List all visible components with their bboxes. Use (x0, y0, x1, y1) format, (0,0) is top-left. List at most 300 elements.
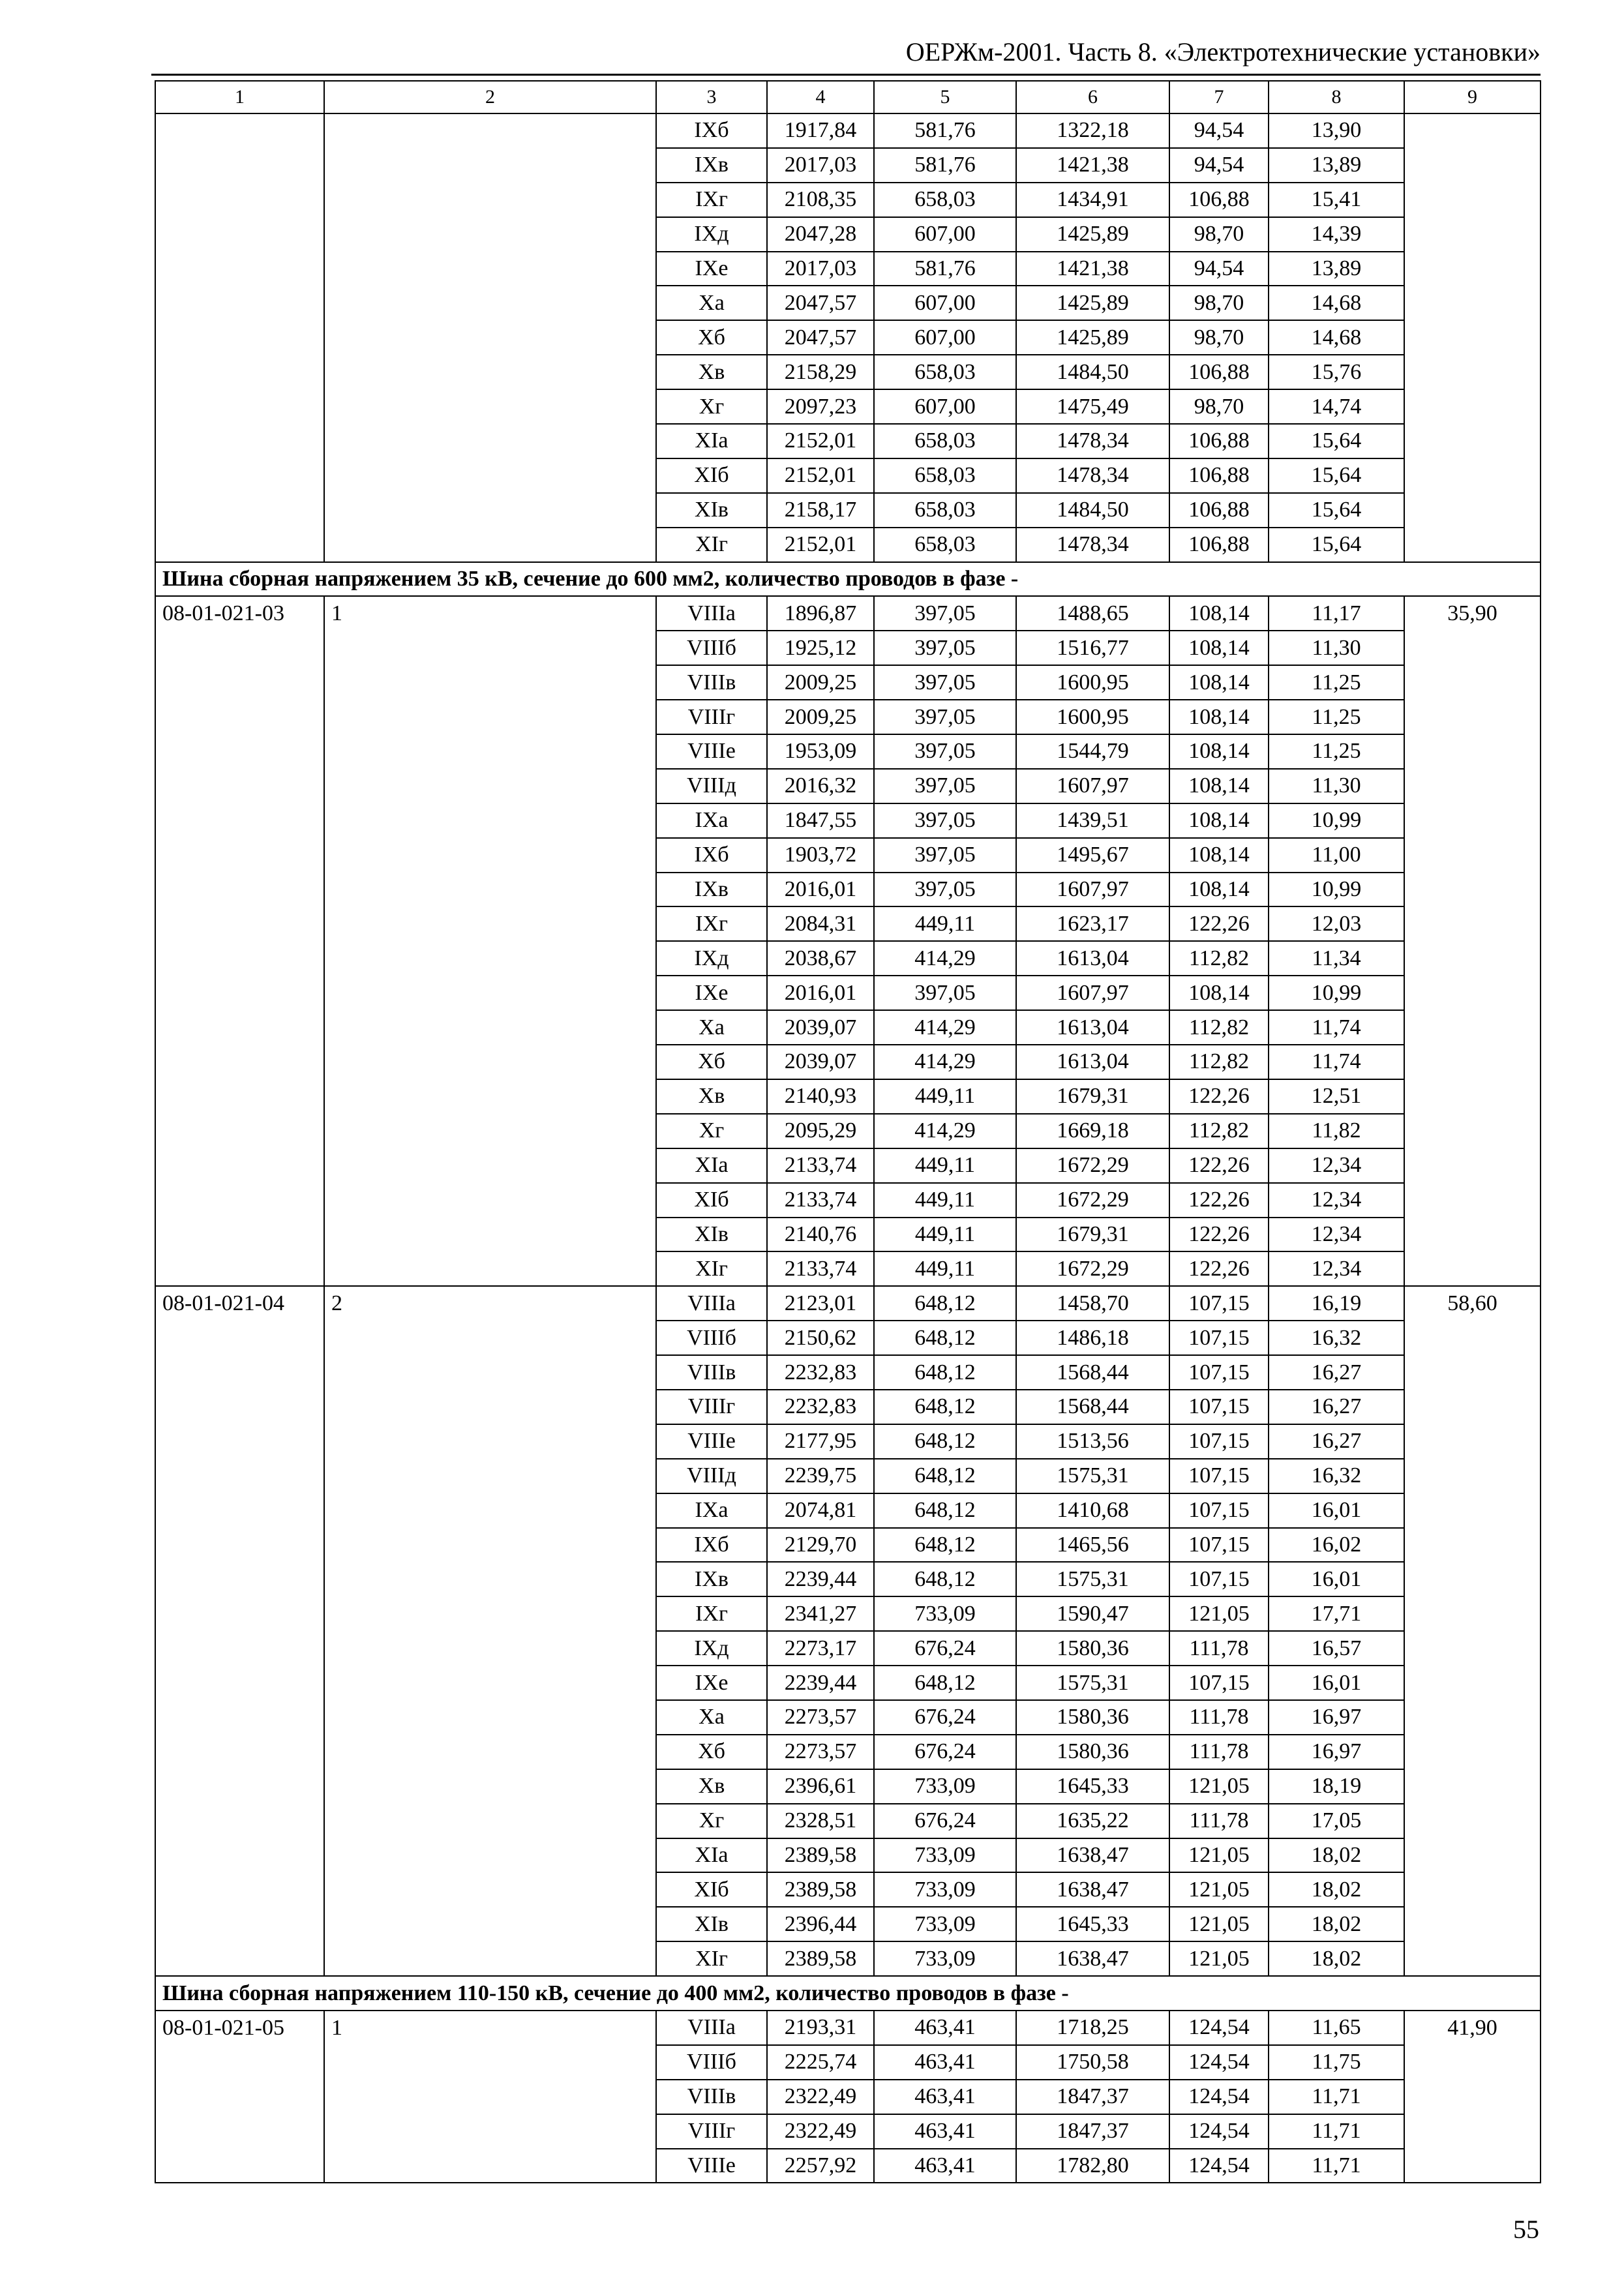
mass-cell (1404, 1596, 1541, 1631)
zone-cell: XIг (656, 1251, 767, 1286)
section-title: Шина сборная напряжением 110-150 кВ, сечение до 400 мм2, количество проводов в фазе - (155, 1976, 1541, 2011)
quantity-cell (324, 1148, 656, 1183)
value-cell: 16,27 (1269, 1355, 1404, 1390)
mass-cell (1404, 355, 1541, 389)
table-row (155, 528, 1541, 562)
rate-code-cell (155, 528, 324, 562)
zone-cell: Xв (656, 1079, 767, 1114)
rate-code-cell (155, 1562, 324, 1596)
value-cell: 658,03 (874, 528, 1016, 562)
value-cell: 108,14 (1169, 803, 1269, 838)
value-cell: 121,05 (1169, 1596, 1269, 1631)
table-row (155, 458, 1541, 493)
value-cell: 397,05 (874, 665, 1016, 700)
quantity-cell: 1 (324, 596, 656, 631)
value-cell: 15,64 (1269, 493, 1404, 528)
table-row (155, 1424, 1541, 1459)
mass-cell: 35,90 (1404, 596, 1541, 631)
value-cell: 1635,22 (1016, 1804, 1169, 1838)
value-cell: 2152,01 (767, 528, 874, 562)
value-cell: 1613,04 (1016, 941, 1169, 976)
value-cell: 1718,25 (1016, 2011, 1169, 2045)
value-cell: 2039,07 (767, 1010, 874, 1045)
value-cell: 1478,34 (1016, 458, 1169, 493)
quantity-cell (324, 2080, 656, 2114)
table-row (155, 1321, 1541, 1355)
rate-code-cell (155, 148, 324, 183)
value-cell: 16,97 (1269, 1735, 1404, 1769)
value-cell: 1607,97 (1016, 873, 1169, 907)
table-row (155, 1838, 1541, 1873)
value-cell: 11,71 (1269, 2149, 1404, 2183)
value-cell: 1425,89 (1016, 286, 1169, 320)
value-cell: 124,54 (1169, 2080, 1269, 2114)
zone-cell: XIв (656, 1907, 767, 1941)
quantity-cell (324, 1941, 656, 1976)
value-cell: 107,15 (1169, 1286, 1269, 1321)
rate-code-cell (155, 1148, 324, 1183)
value-cell: 1847,55 (767, 803, 874, 838)
zone-cell: VIIIе (656, 1424, 767, 1459)
value-cell: 2123,01 (767, 1286, 874, 1321)
value-cell: 2389,58 (767, 1872, 874, 1907)
value-cell: 2017,03 (767, 252, 874, 286)
value-cell: 10,99 (1269, 873, 1404, 907)
value-cell: 1478,34 (1016, 528, 1169, 562)
value-cell: 98,70 (1169, 389, 1269, 424)
value-cell: 2328,51 (767, 1804, 874, 1838)
value-cell: 1484,50 (1016, 493, 1169, 528)
rate-code-cell (155, 906, 324, 941)
rate-code-cell (155, 389, 324, 424)
table-row (155, 1390, 1541, 1424)
rate-code-cell (155, 2149, 324, 2183)
value-cell: 122,26 (1169, 1218, 1269, 1252)
value-cell: 1607,97 (1016, 976, 1169, 1010)
quantity-cell (324, 528, 656, 562)
value-cell: 1847,37 (1016, 2114, 1169, 2149)
column-number: 2 (324, 81, 656, 113)
rate-code-cell (155, 1735, 324, 1769)
quantity-cell (324, 1355, 656, 1390)
value-cell: 108,14 (1169, 665, 1269, 700)
value-cell: 108,14 (1169, 873, 1269, 907)
column-number: 3 (656, 81, 767, 113)
mass-cell (1404, 941, 1541, 976)
column-number: 5 (874, 81, 1016, 113)
table-row (155, 320, 1541, 355)
value-cell: 1590,47 (1016, 1596, 1169, 1631)
quantity-cell (324, 1045, 656, 1079)
table-row (155, 1218, 1541, 1252)
value-cell: 648,12 (874, 1459, 1016, 1493)
zone-cell: XIа (656, 1838, 767, 1873)
quantity-cell (324, 976, 656, 1010)
zone-cell: Xа (656, 1700, 767, 1735)
zone-cell: XIв (656, 493, 767, 528)
quantity-cell (324, 355, 656, 389)
value-cell: 1679,31 (1016, 1218, 1169, 1252)
zone-cell: Xв (656, 355, 767, 389)
value-cell: 1458,70 (1016, 1286, 1169, 1321)
quantity-cell (324, 113, 656, 148)
value-cell: 2177,95 (767, 1424, 874, 1459)
value-cell: 12,34 (1269, 1148, 1404, 1183)
value-cell: 1425,89 (1016, 320, 1169, 355)
quantity-cell (324, 320, 656, 355)
table-row (155, 1735, 1541, 1769)
quantity-cell (324, 1251, 656, 1286)
rate-code-cell (155, 252, 324, 286)
value-cell: 124,54 (1169, 2114, 1269, 2149)
zone-cell: VIIIб (656, 1321, 767, 1355)
table-row (155, 252, 1541, 286)
zone-cell: Xб (656, 1735, 767, 1769)
zone-cell: VIIIе (656, 734, 767, 769)
table-row (155, 1666, 1541, 1700)
table-row (155, 906, 1541, 941)
value-cell: 2322,49 (767, 2114, 874, 2149)
mass-cell (1404, 1941, 1541, 1976)
mass-cell (1404, 1459, 1541, 1493)
value-cell: 94,54 (1169, 252, 1269, 286)
quantity-cell (324, 906, 656, 941)
value-cell: 1425,89 (1016, 217, 1169, 252)
value-cell: 12,34 (1269, 1183, 1404, 1218)
value-cell: 2150,62 (767, 1321, 874, 1355)
value-cell: 2009,25 (767, 700, 874, 734)
zone-cell: IXв (656, 1562, 767, 1596)
value-cell: 107,15 (1169, 1666, 1269, 1700)
value-cell: 2389,58 (767, 1838, 874, 1873)
rate-code-cell (155, 1424, 324, 1459)
mass-cell: 41,90 (1404, 2011, 1541, 2045)
value-cell: 2133,74 (767, 1183, 874, 1218)
value-cell: 2074,81 (767, 1493, 874, 1528)
value-cell: 2016,32 (767, 769, 874, 803)
zone-cell: XIв (656, 1218, 767, 1252)
rate-code-cell (155, 2045, 324, 2080)
zone-cell: VIIIв (656, 665, 767, 700)
zone-cell: VIIIа (656, 596, 767, 631)
value-cell: 11,25 (1269, 665, 1404, 700)
zone-cell: IXд (656, 1631, 767, 1666)
mass-cell (1404, 217, 1541, 252)
column-number: 8 (1269, 81, 1404, 113)
mass-cell (1404, 1079, 1541, 1114)
zone-cell: VIIIг (656, 1390, 767, 1424)
rate-code-cell (155, 1907, 324, 1941)
value-cell: 607,00 (874, 217, 1016, 252)
value-cell: 14,74 (1269, 389, 1404, 424)
mass-cell (1404, 458, 1541, 493)
mass-cell (1404, 906, 1541, 941)
value-cell: 2017,03 (767, 148, 874, 183)
value-cell: 13,90 (1269, 113, 1404, 148)
zone-cell: IXг (656, 183, 767, 217)
table-row (155, 1493, 1541, 1528)
mass-cell (1404, 1838, 1541, 1873)
table-row (155, 1045, 1541, 1079)
quantity-cell (324, 1183, 656, 1218)
value-cell: 2158,29 (767, 355, 874, 389)
value-cell: 1580,36 (1016, 1631, 1169, 1666)
rate-code-cell (155, 458, 324, 493)
rate-code-cell (155, 113, 324, 148)
value-cell: 16,02 (1269, 1528, 1404, 1563)
quantity-cell (324, 665, 656, 700)
value-cell: 1421,38 (1016, 252, 1169, 286)
value-cell: 16,97 (1269, 1700, 1404, 1735)
value-cell: 2133,74 (767, 1148, 874, 1183)
value-cell: 112,82 (1169, 1045, 1269, 1079)
value-cell: 11,82 (1269, 1114, 1404, 1148)
value-cell: 1679,31 (1016, 1079, 1169, 1114)
mass-cell (1404, 1424, 1541, 1459)
value-cell: 449,11 (874, 906, 1016, 941)
value-cell: 12,51 (1269, 1079, 1404, 1114)
value-cell: 397,05 (874, 734, 1016, 769)
value-cell: 122,26 (1169, 1148, 1269, 1183)
value-cell: 16,19 (1269, 1286, 1404, 1321)
value-cell: 414,29 (874, 1114, 1016, 1148)
zone-cell: IXе (656, 976, 767, 1010)
value-cell: 108,14 (1169, 631, 1269, 665)
value-cell: 463,41 (874, 2045, 1016, 2080)
section-header-row (155, 1976, 1541, 2011)
value-cell: 2322,49 (767, 2080, 874, 2114)
mass-cell (1404, 1251, 1541, 1286)
quantity-cell (324, 700, 656, 734)
value-cell: 1847,37 (1016, 2080, 1169, 2114)
value-cell: 2016,01 (767, 873, 874, 907)
zone-cell: VIIIг (656, 700, 767, 734)
table-row (155, 1459, 1541, 1493)
quantity-cell (324, 1804, 656, 1838)
rate-code-cell (155, 424, 324, 458)
table-row (155, 2080, 1541, 2114)
value-cell: 1478,34 (1016, 424, 1169, 458)
mass-cell (1404, 1907, 1541, 1941)
table-row (155, 183, 1541, 217)
mass-cell (1404, 1010, 1541, 1045)
value-cell: 607,00 (874, 286, 1016, 320)
quantity-cell (324, 389, 656, 424)
rate-code-cell (155, 1251, 324, 1286)
value-cell: 581,76 (874, 252, 1016, 286)
value-cell: 648,12 (874, 1355, 1016, 1390)
value-cell: 676,24 (874, 1631, 1016, 1666)
quantity-cell (324, 1424, 656, 1459)
quantity-cell (324, 1666, 656, 1700)
value-cell: 2140,93 (767, 1079, 874, 1114)
value-cell: 2239,75 (767, 1459, 874, 1493)
mass-cell (1404, 1148, 1541, 1183)
table-row (155, 2149, 1541, 2183)
value-cell: 1600,95 (1016, 700, 1169, 734)
value-cell: 106,88 (1169, 493, 1269, 528)
value-cell: 1495,67 (1016, 838, 1169, 873)
quantity-cell (324, 1872, 656, 1907)
mass-cell (1404, 1769, 1541, 1804)
rate-code-cell (155, 1596, 324, 1631)
table-row (155, 700, 1541, 734)
quantity-cell (324, 1390, 656, 1424)
value-cell: 1613,04 (1016, 1010, 1169, 1045)
table-row (155, 1562, 1541, 1596)
value-cell: 1475,49 (1016, 389, 1169, 424)
value-cell: 11,65 (1269, 2011, 1404, 2045)
value-cell: 1638,47 (1016, 1872, 1169, 1907)
value-cell: 111,78 (1169, 1631, 1269, 1666)
zone-cell: IXб (656, 113, 767, 148)
value-cell: 1486,18 (1016, 1321, 1169, 1355)
value-cell: 107,15 (1169, 1424, 1269, 1459)
quantity-cell (324, 1459, 656, 1493)
quantity-cell (324, 183, 656, 217)
zone-cell: Xг (656, 1114, 767, 1148)
quantity-cell (324, 2045, 656, 2080)
value-cell: 2097,23 (767, 389, 874, 424)
rate-code-cell (155, 286, 324, 320)
quantity-cell (324, 734, 656, 769)
table-row (155, 148, 1541, 183)
value-cell: 1925,12 (767, 631, 874, 665)
zone-cell: IXе (656, 1666, 767, 1700)
mass-cell (1404, 2149, 1541, 2183)
zone-cell: IXд (656, 217, 767, 252)
rate-code-cell (155, 493, 324, 528)
quantity-cell (324, 1769, 656, 1804)
value-cell: 12,03 (1269, 906, 1404, 941)
rate-code-cell (155, 769, 324, 803)
value-cell: 1672,29 (1016, 1148, 1169, 1183)
value-cell: 12,34 (1269, 1251, 1404, 1286)
value-cell: 108,14 (1169, 596, 1269, 631)
value-cell: 2047,57 (767, 286, 874, 320)
value-cell: 463,41 (874, 2114, 1016, 2149)
value-cell: 1607,97 (1016, 769, 1169, 803)
quantity-cell (324, 1079, 656, 1114)
table-row (155, 665, 1541, 700)
zone-cell: VIIIд (656, 1459, 767, 1493)
zone-cell: IXд (656, 941, 767, 976)
mass-cell (1404, 700, 1541, 734)
rate-code-cell (155, 1804, 324, 1838)
quantity-cell (324, 1114, 656, 1148)
quantity-cell (324, 1493, 656, 1528)
mass-cell (1404, 873, 1541, 907)
rate-code-cell (155, 976, 324, 1010)
mass-cell (1404, 424, 1541, 458)
mass-cell (1404, 803, 1541, 838)
value-cell: 648,12 (874, 1666, 1016, 1700)
table-row (155, 217, 1541, 252)
value-cell: 733,09 (874, 1838, 1016, 1873)
quantity-cell (324, 1838, 656, 1873)
zone-cell: XIг (656, 528, 767, 562)
zone-cell: Xа (656, 1010, 767, 1045)
value-cell: 1513,56 (1016, 1424, 1169, 1459)
rate-code-cell (155, 1528, 324, 1563)
quantity-cell (324, 1010, 656, 1045)
rate-code-cell: 08-01-021-05 (155, 2011, 324, 2045)
value-cell: 414,29 (874, 941, 1016, 976)
table-row (155, 2045, 1541, 2080)
quantity-cell (324, 1907, 656, 1941)
table-row (155, 1079, 1541, 1114)
quantity-cell: 1 (324, 2011, 656, 2045)
value-cell: 397,05 (874, 769, 1016, 803)
value-cell: 11,17 (1269, 596, 1404, 631)
mass-cell (1404, 1493, 1541, 1528)
value-cell: 1575,31 (1016, 1459, 1169, 1493)
value-cell: 2273,57 (767, 1735, 874, 1769)
value-cell: 449,11 (874, 1148, 1016, 1183)
value-cell: 1672,29 (1016, 1183, 1169, 1218)
value-cell: 2038,67 (767, 941, 874, 976)
value-cell: 1672,29 (1016, 1251, 1169, 1286)
value-cell: 607,00 (874, 389, 1016, 424)
value-cell: 648,12 (874, 1493, 1016, 1528)
value-cell: 2152,01 (767, 424, 874, 458)
table-row (155, 734, 1541, 769)
table-row (155, 1183, 1541, 1218)
quantity-cell (324, 1562, 656, 1596)
table-row (155, 1631, 1541, 1666)
mass-cell (1404, 1700, 1541, 1735)
zone-cell: VIIIд (656, 769, 767, 803)
value-cell: 463,41 (874, 2149, 1016, 2183)
value-cell: 658,03 (874, 424, 1016, 458)
mass-cell (1404, 1045, 1541, 1079)
zone-cell: VIIIг (656, 2114, 767, 2149)
page-number: 55 (1513, 2215, 1539, 2244)
table-row (155, 355, 1541, 389)
value-cell: 14,39 (1269, 217, 1404, 252)
rate-code-cell (155, 1390, 324, 1424)
value-cell: 121,05 (1169, 1872, 1269, 1907)
value-cell: 11,25 (1269, 734, 1404, 769)
rate-code-cell: 08-01-021-04 (155, 1286, 324, 1321)
mass-cell (1404, 1872, 1541, 1907)
zone-cell: XIа (656, 1148, 767, 1183)
table-row (155, 1872, 1541, 1907)
value-cell: 1488,65 (1016, 596, 1169, 631)
value-cell: 463,41 (874, 2080, 1016, 2114)
quantity-cell (324, 631, 656, 665)
quantity-cell (324, 1596, 656, 1631)
value-cell: 1896,87 (767, 596, 874, 631)
table-row (155, 493, 1541, 528)
value-cell: 94,54 (1169, 148, 1269, 183)
mass-cell (1404, 2080, 1541, 2114)
mass-cell (1404, 1321, 1541, 1355)
value-cell: 2039,07 (767, 1045, 874, 1079)
table-row (155, 1700, 1541, 1735)
rate-code-cell (155, 700, 324, 734)
zone-cell: Xг (656, 389, 767, 424)
value-cell: 1410,68 (1016, 1493, 1169, 1528)
value-cell: 1669,18 (1016, 1114, 1169, 1148)
value-cell: 648,12 (874, 1321, 1016, 1355)
mass-cell (1404, 631, 1541, 665)
value-cell: 106,88 (1169, 424, 1269, 458)
rate-code-cell (155, 873, 324, 907)
value-cell: 733,09 (874, 1941, 1016, 1976)
value-cell: 18,02 (1269, 1941, 1404, 1976)
page-header-title: ОЕРЖм-2001. Часть 8. «Электротехнические установки» (905, 37, 1541, 67)
